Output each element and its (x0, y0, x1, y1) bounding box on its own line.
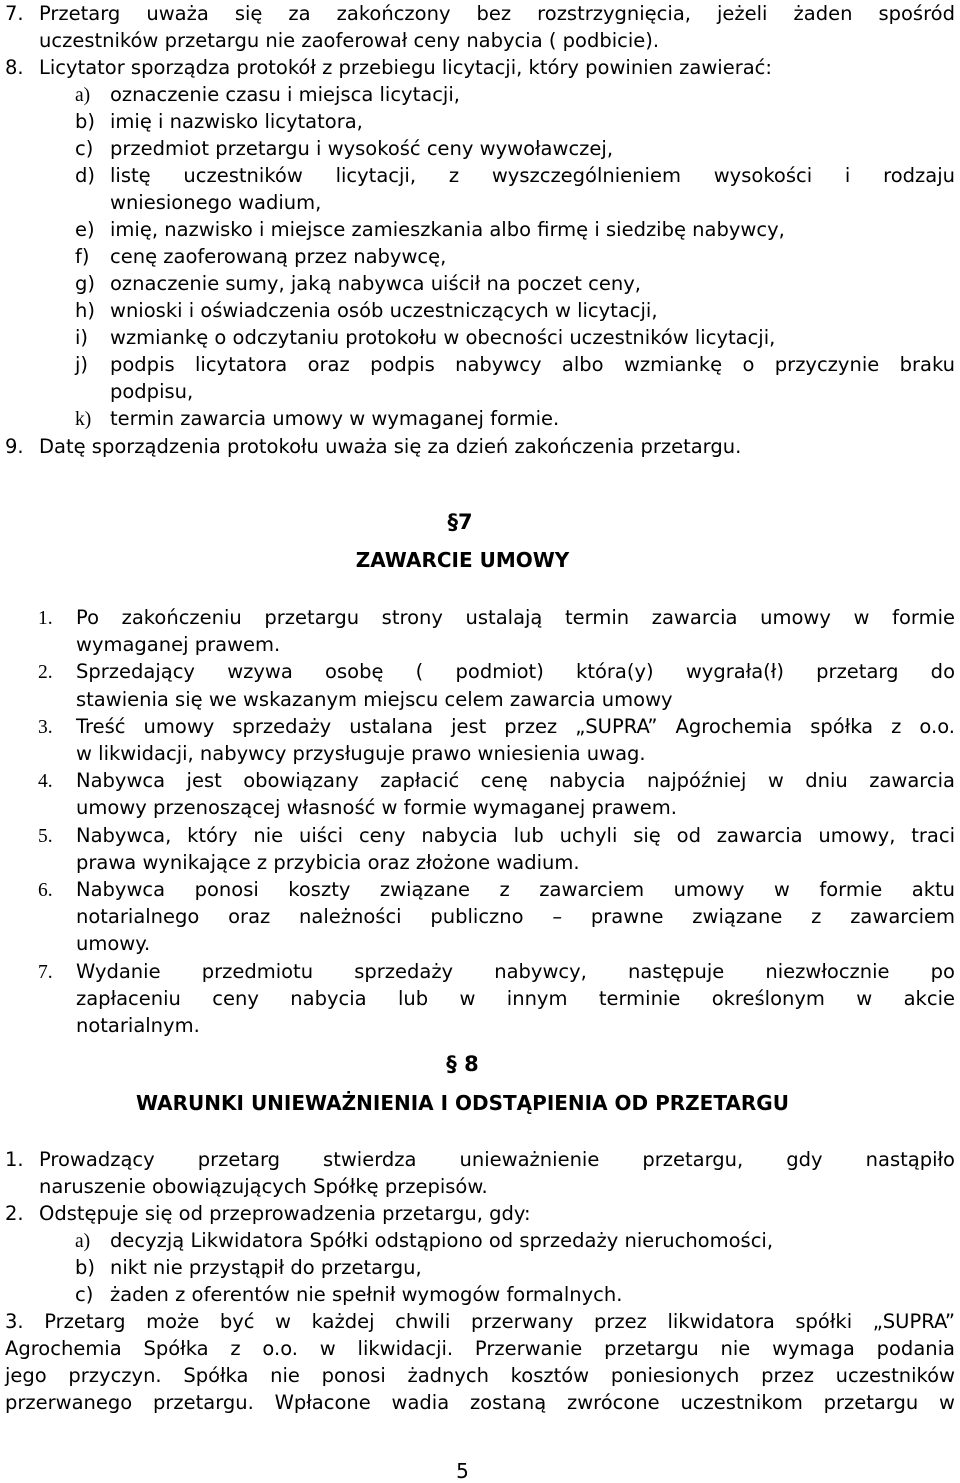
item-text: umowy. (76, 932, 151, 956)
section-8-point-1 (5, 1146, 955, 1173)
item-text: umowy przenoszącej własność w formie wymaganej prawem. (76, 796, 677, 820)
item-text: jego przyczyn. Spółka nie ponosi żadnych kosztów poniesionych przez uczestników (5, 1364, 955, 1387)
protocol-item (75, 108, 363, 135)
section-8-point-3-line (5, 1335, 955, 1362)
item-text: wniesionego wadium, (110, 191, 322, 214)
section-7-line (76, 631, 280, 658)
item-number: h) (75, 299, 95, 322)
section-8-title: WARUNKI UNIEWAŻNIENIA I ODSTĄPIENIA OD PRZETARGU (136, 1091, 789, 1115)
paragraph-7-line (5, 0, 955, 27)
item-number: 5. (38, 825, 53, 847)
item-text: Datę sporządzenia protokołu uważa się za dzień zakończenia przetargu. (39, 435, 742, 458)
protocol-item (75, 162, 955, 189)
item-text: wnioski i oświadczenia osób uczestniczących w licytacji, (110, 299, 658, 322)
item-text: zapłaceniu ceny nabycia lub w innym terminie określonym w akcie (76, 986, 955, 1010)
item-number: e) (75, 218, 95, 241)
section-7-line (38, 604, 955, 632)
protocol-item (75, 405, 559, 433)
protocol-item (110, 378, 193, 405)
protocol-item (75, 270, 641, 297)
item-text: termin zawarcia umowy w wymaganej formie. (110, 407, 560, 430)
paragraph-7-continued (39, 27, 659, 54)
item-number: 2. (5, 1202, 24, 1225)
section-7-title: ZAWARCIE UMOWY (355, 548, 570, 572)
protocol-item (110, 189, 321, 216)
section-8-subitem (75, 1254, 422, 1281)
protocol-item (75, 81, 460, 109)
item-number: g) (75, 272, 95, 295)
item-text: wzmiankę o odczytaniu protokołu w obecności uczestników licytacji, (110, 326, 776, 349)
item-text: przedmiot przetargu i wysokość ceny wywoławczej, (110, 137, 614, 160)
page-number: 5 (456, 1459, 469, 1483)
item-text: uczestników przetargu nie zaoferował ceny nabycia ( podbicie). (39, 29, 660, 52)
item-text: listę uczestników licytacji, z wyszczególnieniem wysokości i rodzaju (110, 164, 955, 187)
section-7-sign: §7 (447, 510, 473, 534)
section-7-line (76, 1012, 200, 1039)
section-7-line (38, 713, 955, 741)
item-number: j) (75, 353, 89, 376)
item-text: podpisu, (110, 380, 194, 403)
item-number: 4. (38, 771, 53, 793)
item-number: a) (75, 85, 91, 106)
section-8-point-3-line (5, 1362, 955, 1389)
item-text: 3. Przetarg może być w każdej chwili przerwany przez likwidatora spółki „SUPRA” (5, 1310, 955, 1333)
item-number: b) (75, 110, 95, 133)
item-number: i) (75, 326, 89, 349)
item-text: Treść umowy sprzedaży ustalana jest przez „SUPRA” Agrochemia spółka z o.o. (76, 714, 955, 738)
section-7-line (76, 930, 150, 957)
item-text: w likwidacji, nabywcy przysługuje prawo wniesienia uwag. (76, 742, 646, 765)
protocol-item (75, 135, 613, 162)
protocol-item (75, 324, 775, 351)
item-number: a) (75, 1231, 91, 1252)
item-number: k) (75, 409, 92, 430)
section-8-point-3-line (5, 1389, 955, 1416)
item-text: nikt nie przystąpił do przetargu, (110, 1256, 422, 1279)
item-text: żaden z oferentów nie spełnił wymogów formalnych. (110, 1283, 623, 1306)
section-8-point-1-continued (39, 1173, 488, 1200)
section-7-line (76, 849, 580, 876)
item-number: 6. (38, 880, 53, 901)
item-text: Sprzedający wzywa osobę ( podmiot) która(y) wygrała(ł) przetarg do (76, 660, 955, 684)
section-7-line (38, 958, 955, 986)
item-text: Prowadzący przetarg stwierdza unieważnienie przetargu, gdy nastąpiło (39, 1148, 955, 1171)
protocol-item (75, 297, 658, 324)
item-text: notarialnym. (76, 1014, 200, 1037)
item-text: decyzją Likwidatora Spółki odstąpiono od sprzedaży nieruchomości, (110, 1229, 774, 1252)
item-number: 7. (38, 961, 53, 983)
item-text: Odstępuje się od przeprowadzenia przetargu, gdy: (39, 1202, 531, 1225)
protocol-item (75, 216, 785, 243)
paragraph-9-line (5, 433, 741, 460)
item-number: 3. (38, 716, 53, 738)
item-text: Wydanie przedmiotu sprzedaży nabywcy, następuje niezwłocznie po (76, 959, 955, 983)
item-text: stawienia się we wskazanym miejscu celem zawarcia umowy (76, 687, 673, 711)
item-text: Nabywca, który nie uiści ceny nabycia lub uchyli się od zawarcia umowy, traci (76, 823, 955, 847)
item-text: Licytator sporządza protokół z przebiegu licytacji, który powinien zawierać: (39, 56, 772, 79)
item-number: 9. (5, 435, 24, 458)
item-text: prawa wynikające z przybicia oraz złożone wadium. (76, 850, 580, 874)
item-number: 1. (5, 1148, 24, 1171)
section-7-line (38, 767, 955, 795)
item-number: 1. (38, 608, 53, 629)
item-text: oznaczenie czasu i miejsca licytacji, (110, 83, 460, 106)
item-number: 2. (38, 662, 53, 684)
section-7-line (76, 794, 677, 821)
item-number: c) (75, 1283, 94, 1306)
section-8-subitem (75, 1281, 622, 1308)
section-7-line (76, 903, 955, 930)
item-number: f) (75, 245, 90, 268)
protocol-item (75, 351, 955, 378)
section-8-subitem (75, 1227, 773, 1255)
section-7-line (76, 686, 673, 713)
section-7-line (38, 822, 955, 850)
item-text: imię i nazwisko licytatora, (110, 110, 363, 133)
item-text: Nabywca ponosi koszty związane z zawarciem umowy w formie aktu (76, 878, 955, 901)
section-8-sign: § 8 (446, 1052, 479, 1076)
item-text: przerwanego przetargu. Wpłacone wadia zostaną zwrócone uczestnikom przetargu w (5, 1391, 955, 1414)
section-8-point-2 (5, 1200, 531, 1227)
item-text: Agrochemia Spółka z o.o. w likwidacji. Przerwanie przetargu nie wymaga podania (5, 1337, 955, 1360)
item-text: naruszenie obowiązujących Spółkę przepisów. (39, 1175, 488, 1198)
section-7-line (38, 876, 955, 904)
item-text: imię, nazwisko i miejsce zamieszkania albo firmę i siedzibę nabywcy, (110, 218, 785, 241)
section-7-line (38, 658, 955, 686)
section-8-point-3-line (5, 1308, 955, 1335)
item-text: podpis licytatora oraz podpis nabywcy albo wzmiankę o przyczynie braku (110, 353, 955, 376)
item-number: b) (75, 1256, 95, 1279)
item-number: 7. (5, 2, 24, 25)
item-text: Po zakończeniu przetargu strony ustalają termin zawarcia umowy w formie (76, 606, 955, 629)
item-text: cenę zaoferowaną przez nabywcę, (110, 245, 447, 268)
item-text: notarialnego oraz należności publiczno – prawne związane z zawarciem (76, 905, 955, 929)
item-number: d) (75, 164, 95, 187)
item-text: Nabywca jest obowiązany zapłacić cenę nabycia najpóźniej w dniu zawarcia (76, 769, 955, 793)
section-7-line (76, 985, 955, 1012)
paragraph-8-line (5, 54, 772, 81)
section-7-line (76, 740, 646, 767)
item-text: Przetarg uważa się za zakończony bez rozstrzygnięcia, jeżeli żaden spośród (39, 2, 955, 25)
protocol-item (75, 243, 446, 270)
item-text: oznaczenie sumy, jaką nabywca uiścił na poczet ceny, (110, 272, 641, 295)
item-number: c) (75, 137, 94, 160)
item-number: 8. (5, 56, 24, 79)
item-text: wymaganej prawem. (76, 633, 281, 657)
